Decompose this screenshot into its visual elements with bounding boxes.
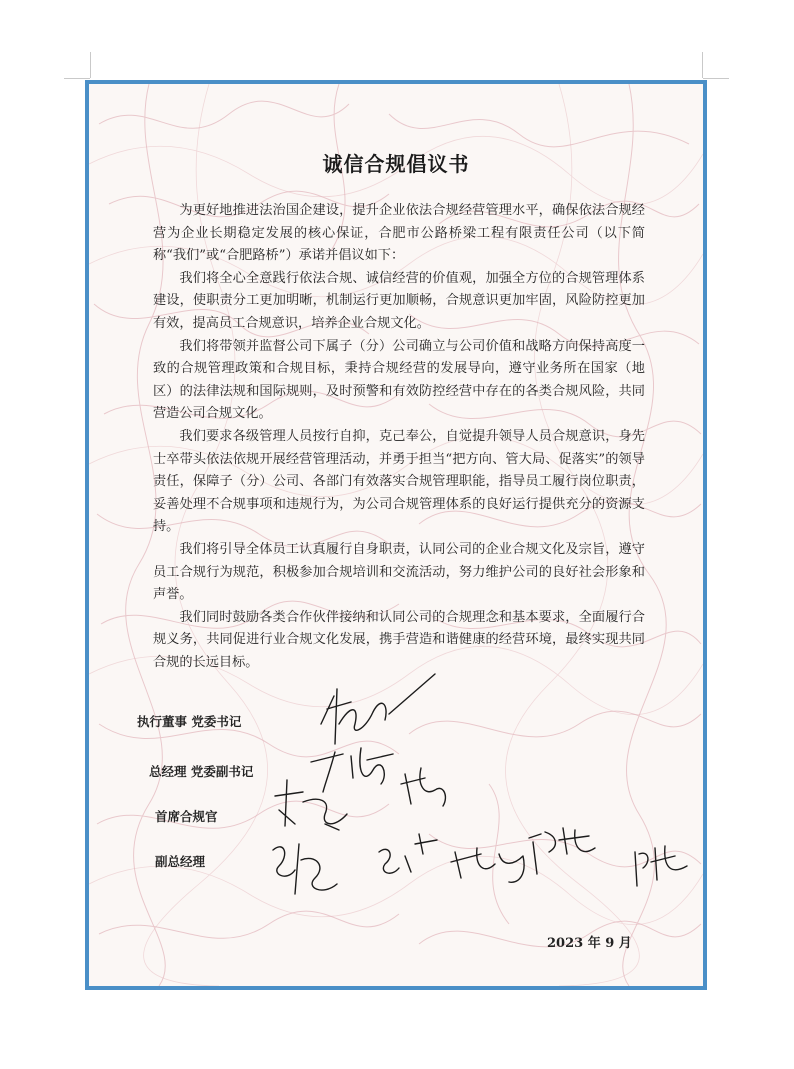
signature-deputy-3 bbox=[451, 848, 524, 882]
signatory-label-deputy-general-managers: 副总经理 bbox=[155, 854, 206, 869]
crop-mark-left-vertical bbox=[90, 52, 91, 78]
paragraph-3: 我们要求各级管理人员按行自抑，克己奉公，自觉提升领导人员合规意识，身先士卒带头依法依规开展经营管理活动，并勇于担当“把方向、管大局、促落实”的领导责任，保障子（分）公司、各部门有效落实合规管理职能，指导员工履行岗位职责，妥善处理不合规事项和违规行为，为公司合规管理体系的良好运行提供充分的资源支持。 bbox=[153, 428, 645, 535]
signature-deputy-1 bbox=[273, 844, 337, 894]
signatory-label-chief-compliance-officer: 首席合规官 bbox=[155, 809, 218, 824]
signature-deputy-2 bbox=[379, 834, 437, 873]
crop-mark-left-horizontal bbox=[64, 78, 90, 79]
signatory-label-general-manager: 总经理 党委副书记 bbox=[149, 764, 254, 779]
signature-chief-compliance-officer bbox=[275, 780, 347, 830]
signature-extra-1 bbox=[401, 768, 445, 806]
signature-deputy-4 bbox=[529, 828, 595, 874]
document-body bbox=[153, 200, 645, 674]
document-content bbox=[89, 84, 703, 986]
crop-mark-right-horizontal bbox=[703, 78, 729, 79]
signature-deputy-5 bbox=[635, 846, 687, 886]
document-date: 2023 年 9 月 bbox=[547, 936, 632, 951]
document-page bbox=[85, 80, 707, 990]
paragraph-intro: 为更好地推进法治国企建设，提升企业依法合规经营管理水平，确保依法合规经营为企业长期稳定发展的核心保证，合肥市公路桥梁工程有限责任公司（以下简称“我们”或“合肥路桥”）承诺并倡议如下： bbox=[153, 203, 645, 264]
signature-general-manager bbox=[311, 748, 393, 792]
signature-chairman bbox=[321, 674, 435, 744]
paragraph-1: 我们将全心全意践行依法合规、诚信经营的价值观，加强全方位的合规管理体系建设，使职责分工更加明晰，机制运行更加顺畅，合规意识更加牢固，风险防控更加有效，提高员工合规意识，培养企业合规文化。 bbox=[153, 270, 645, 331]
document-title: 诚信合规倡议书 bbox=[322, 152, 470, 176]
signatory-label-chairman: 执行董事 党委书记 bbox=[137, 714, 242, 729]
crop-mark-right-vertical bbox=[702, 52, 703, 78]
paragraph-4: 我们将引导全体员工认真履行自身职责，认同公司的企业合规文化及宗旨，遵守员工合规行为规范，积极参加合规培训和交流活动，努力维护公司的良好社会形象和声誉。 bbox=[153, 541, 645, 603]
paragraph-5: 我们同时鼓励各类合作伙伴接纳和认同公司的合规理念和基本要求，全面履行合规义务，共同促进行业合规文化发展，携手营造和谐健康的经营环境，最终实现共同合规的长远目标。 bbox=[153, 609, 645, 670]
paragraph-2: 我们将带领并监督公司下属子（分）公司确立与公司价值和战略方向保持高度一致的合规管理政策和合规目标，秉持合规经营的发展导向，遵守业务所在国家（地区）的法律法规和国际规则，及时预警和有效防控经营中存在的各类合规风险，共同营造公司合规文化。 bbox=[153, 338, 645, 422]
